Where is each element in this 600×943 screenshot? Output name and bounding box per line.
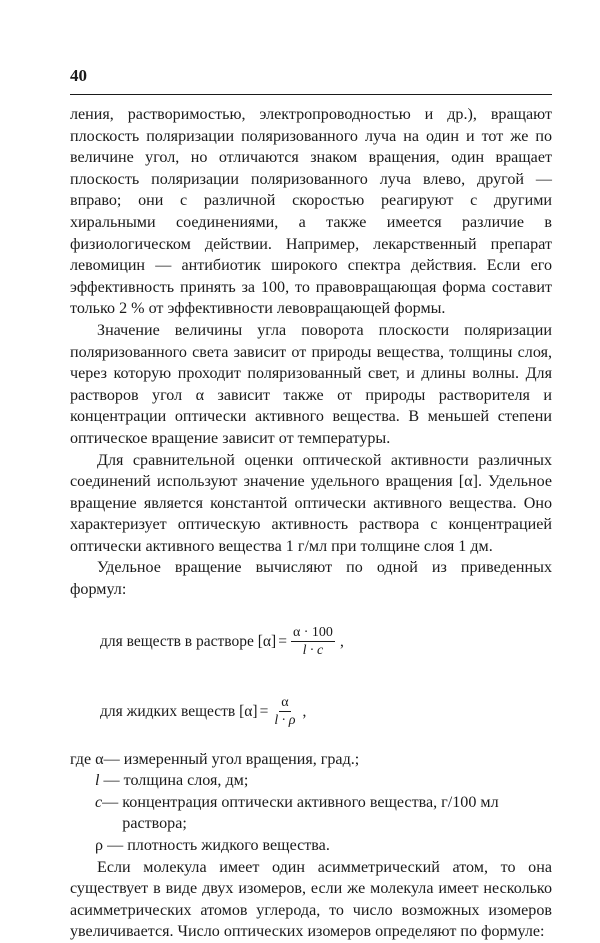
definition-alpha-dash: — xyxy=(103,750,120,768)
paragraph-1: ления, растворимостью, электропроводностью и др.), вращают плоскость поляризации поляризованного луча на один и тот же по величине угол, но отличаются знаком вращения, один вращает плоскость поляризации поляризованного луча влево, другой — вправо; они с различной скоростью реагируют с другими хиральными соединениями, а также имеется различие в физиологическом действии. Например, лекарственный препарат левомицин — антибиотик широкого спектра действия. Если его эффективность принять за 100, то правовращающая форма составит только 2 % от эффективности левовращающей формы. xyxy=(70,106,552,318)
definition-c-text: концентрация оптически активного вещества, г/100 мл xyxy=(122,793,499,811)
definition-alpha xyxy=(70,749,552,771)
formula-solution-lhs: [α] xyxy=(257,632,277,650)
definition-l xyxy=(70,770,552,792)
formula-solution-label: для веществ в растворе xyxy=(100,632,254,650)
formula-liquid-comma: , xyxy=(302,702,307,720)
definition-l-text: толщина слоя, дм; xyxy=(123,772,249,790)
formula-liquid-denominator: l · ρ xyxy=(274,712,296,728)
formula-liquid-fraction xyxy=(272,695,297,729)
formula-liquid-eq: = xyxy=(259,702,269,720)
paragraph-4: Удельное вращение вычисляют по одной из приведенных формул: xyxy=(70,559,552,599)
definition-l-symbol: l xyxy=(95,772,100,790)
formula-solution-denominator: l · c xyxy=(302,642,324,658)
formula-solution-numerator: α · 100 xyxy=(292,624,333,640)
page-body xyxy=(70,104,552,943)
formula-liquid-numerator: α xyxy=(281,694,289,710)
definition-alpha-symbol: α xyxy=(95,750,104,768)
definitions-list xyxy=(70,749,552,857)
definition-alpha-prefix: где xyxy=(70,750,96,768)
definition-alpha-text: измеренный угол вращения, град.; xyxy=(123,750,360,768)
definition-rho-dash: — xyxy=(107,837,124,855)
formula-solution-fraction xyxy=(291,625,335,659)
formula-solution-eq: = xyxy=(278,632,287,650)
definition-c xyxy=(70,792,552,835)
paragraph-5: Если молекула имеет один асимметрический атом, то она существует в виде двух изомеров, если же молекула имеет несколько асимметрических атомов углерода, то число возможных изомеров увеличивается. Число оптических изомеров определяют по формуле: xyxy=(70,858,552,941)
definition-rho-symbol: ρ xyxy=(95,837,104,855)
formula-solution xyxy=(100,621,552,663)
definition-c-continuation: раствора; xyxy=(122,815,187,833)
formula-solution-comma: , xyxy=(339,632,344,650)
definition-rho-text: плотность жидкого вещества. xyxy=(127,837,330,855)
header-rule xyxy=(70,94,552,95)
definition-c-symbol: c xyxy=(95,793,103,811)
definition-l-dash: — xyxy=(103,772,120,790)
formula-liquid-label: для жидких веществ xyxy=(100,702,236,720)
definition-rho xyxy=(70,835,552,857)
formula-liquid xyxy=(100,691,552,733)
paragraph-3: Для сравнительной оценки оптической активности различных соединений используют значение удельного вращения [α]. Удельное вращение является константой оптически активного вещества. Оно характеризует оптическую активность раствора с концентрацией оптически активного вещества 1 г/мл при толщине слоя 1 дм. xyxy=(70,451,552,555)
formula-liquid-lhs: [α] xyxy=(239,702,258,720)
paragraph-2: Значение величины угла поворота плоскости поляризации поляризованного света зависит от природы вещества, толщины слоя, через которую проходит поляризованный свет, и длины волны. Для растворов угол α зависит также от природы растворителя и концентрации оптически активного вещества. В меньшей степени оптическое вращение зависит от температуры. xyxy=(70,321,552,447)
definition-c-dash: — xyxy=(102,793,119,811)
page-number: 40 xyxy=(70,66,87,85)
